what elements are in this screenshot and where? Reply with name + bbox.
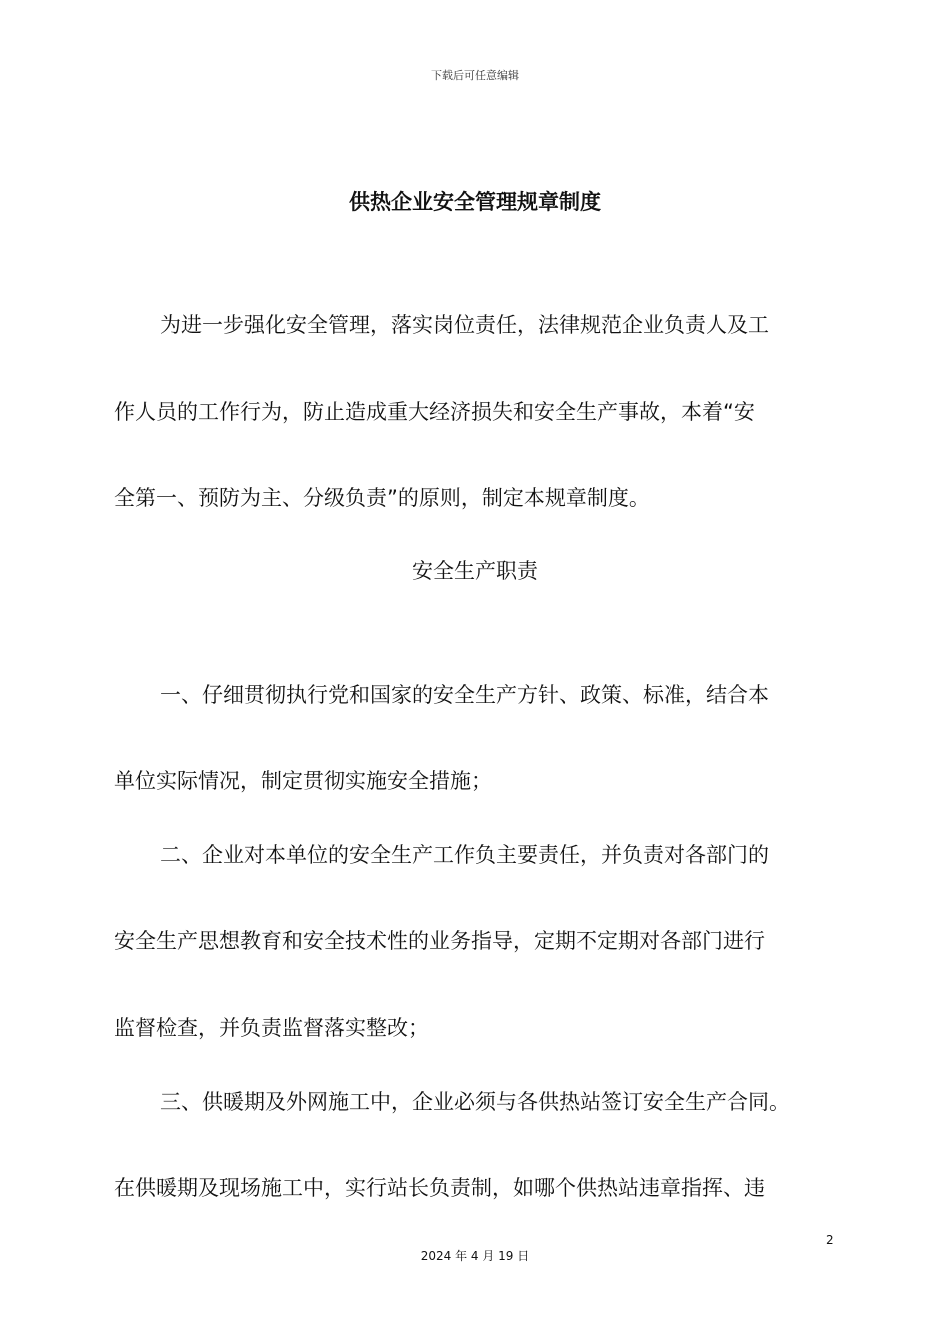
clause-3-line-2: 在供暖期及现场施工中，实行站长负责制，如哪个供热站违章指挥、违 xyxy=(114,1176,765,1200)
header-note: 下载后可任意编辑 xyxy=(431,69,519,82)
clause-2-line-3: 监督检查，并负责监督落实整改； xyxy=(114,1016,429,1040)
clause-2-line-2: 安全生产思想教育和安全技术性的业务指导，定期不定期对各部门进行 xyxy=(114,929,765,953)
clause-2-line-1: 二、企业对本单位的安全生产工作负主要责任，并负责对各部门的 xyxy=(160,843,769,867)
intro-line-1: 为进一步强化安全管理，落实岗位责任，法律规范企业负责人及工 xyxy=(160,313,769,337)
document-title: 供热企业安全管理规章制度 xyxy=(349,190,601,214)
intro-line-3: 全第一、预防为主、分级负责”的原则，制定本规章制度。 xyxy=(114,486,650,510)
intro-line-2: 作人员的工作行为，防止造成重大经济损失和安全生产事故，本着“安 xyxy=(114,400,755,424)
clause-1-line-2: 单位实际情况，制定贯彻实施安全措施； xyxy=(114,769,492,793)
page-number: 2 xyxy=(826,1233,834,1247)
clause-1-line-1: 一、仔细贯彻执行党和国家的安全生产方针、政策、标准，结合本 xyxy=(160,683,769,707)
section-heading: 安全生产职责 xyxy=(412,559,538,583)
footer-date: 2024 年 4 月 19 日 xyxy=(420,1249,530,1263)
clause-3-line-1: 三、供暖期及外网施工中，企业必须与各供热站签订安全生产合同。 xyxy=(160,1090,790,1114)
